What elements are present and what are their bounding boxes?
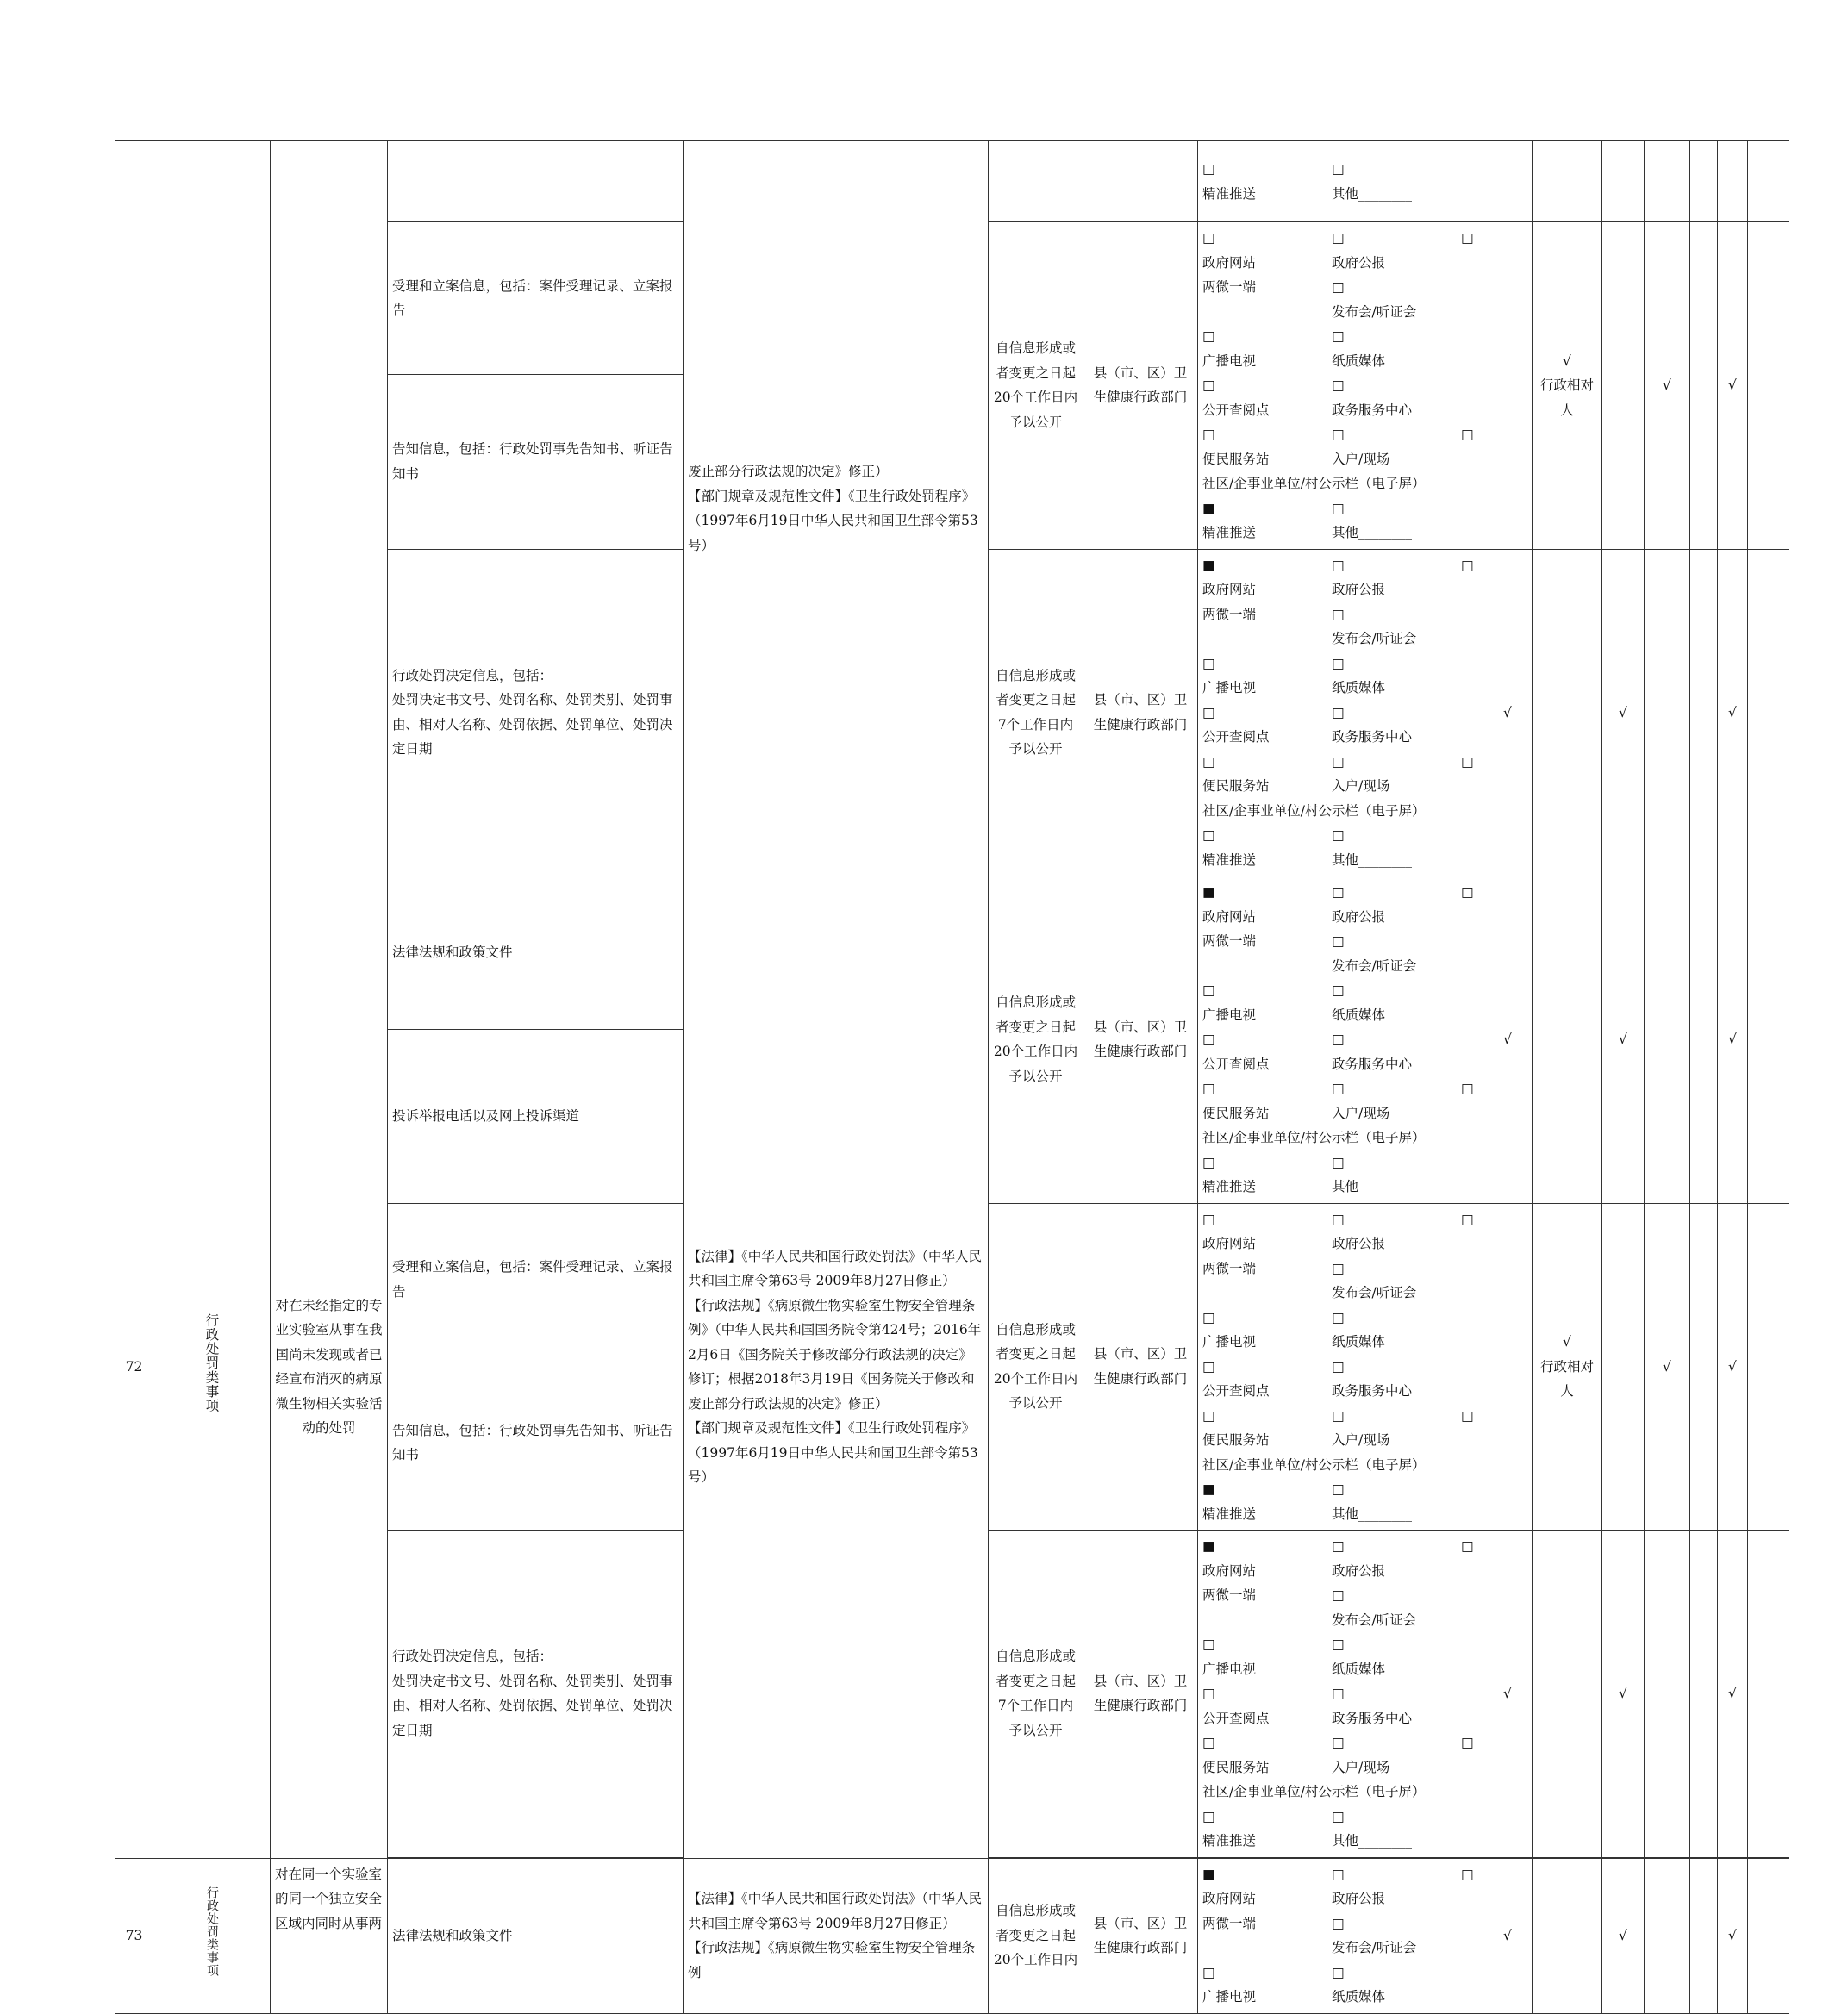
subject-cell: 县（市、区）卫生健康行政部门 xyxy=(1083,549,1198,876)
check-mark: √ xyxy=(1602,1531,1645,1858)
time-cell: 自信息形成或者变更之日起20个工作日内予以公开 xyxy=(989,222,1083,550)
check-mark: √ xyxy=(1718,876,1748,1204)
content-cell: 告知信息，包括：行政处罚事先告知书、听证告知书 xyxy=(388,1356,684,1530)
time-cell: 自信息形成或者变更之日起20个工作日内 xyxy=(989,1858,1083,2013)
channel-cell: ■ 政府网站 □ 政府公报 □ 两微一端 □ 发布会/听证会 □ 广播电视 □ 纸质媒体 □ 公开查阅点 □ 政务服务中心 □ 便民服务站 □ 入户/现场 □ 社区/企事业单位/村公示栏（电子屏） □ 精准推送 □ 其他________ xyxy=(1198,876,1483,1204)
check-mark: √ xyxy=(1483,1858,1533,2013)
basis-cell: 废止部分行政法规的决定》修正） 【部门规章及规范性文件】《卫生行政处罚程序》（1997年6月19日中华人民共和国卫生部令第53号） xyxy=(684,141,989,876)
check-mark: √ xyxy=(1602,1858,1645,2013)
content-cell: 投诉举报电话以及网上投诉渠道 xyxy=(388,1030,684,1203)
basis-cell: 【法律】《中华人民共和国行政处罚法》（中华人民共和国主席令第63号 2009年8月27日修正） 【行政法规】《病原微生物实验室生物安全管理条例 xyxy=(684,1858,989,2013)
channel-cell: □ 精准推送 □ 其他________ xyxy=(1198,141,1483,222)
channel-cell: ■ 政府网站 □ 政府公报 □ 两微一端 □ 发布会/听证会 □ 广播电视 □ 纸质媒体 □ 公开查阅点 □ 政务服务中心 □ 便民服务站 □ 入户/现场 □ 社区/企事业单位/村公示栏（电子屏） □ 精准推送 □ 其他________ xyxy=(1198,1531,1483,1858)
check-mark: √ xyxy=(1602,876,1645,1204)
content-cell: 受理和立案信息，包括：案件受理记录、立案报告 xyxy=(388,222,684,375)
content-cell: 法律法规和政策文件 xyxy=(388,876,684,1030)
target-cell: √ 行政相对人 xyxy=(1533,222,1602,550)
basis-cell: 【法律】《中华人民共和国行政处罚法》（中华人民共和国主席令第63号 2009年8月27日修正） 【行政法规】《病原微生物实验室生物安全管理条例》（中华人民共和国国务院令第424号；2016年2月6日《国务院关于修改部分行政法规的决定》修订；根据2018年3月19日《国务院关于修改和废止部分行政法规的决定》修正） 【部门规章及规范性文件】《卫生行政处罚程序》（1997年6月19日中华人民共和国卫生部令第53号） xyxy=(684,876,989,1859)
subject-cell: 县（市、区）卫生健康行政部门 xyxy=(1083,1203,1198,1531)
subject-cell: 县（市、区）卫生健康行政部门 xyxy=(1083,222,1198,550)
content-cell: 行政处罚决定信息，包括： 处罚决定书文号、处罚名称、处罚类别、处罚事由、相对人名称、处罚依据、处罚单位、处罚决定日期 xyxy=(388,549,684,876)
item-cell: 对在同一个实验室的同一个独立安全区域内同时从事两 xyxy=(271,1858,388,2013)
time-cell: 自信息形成或者变更之日起20个工作日内予以公开 xyxy=(989,876,1083,1204)
check-mark: √ xyxy=(1718,549,1748,876)
check-mark: √ xyxy=(1483,549,1533,876)
channel-cell: ■ 政府网站 □ 政府公报 □ 两微一端 □ 发布会/听证会 □ 广播电视 □ 纸质媒体 xyxy=(1198,1858,1483,2013)
time-cell: 自信息形成或者变更之日起7个工作日内予以公开 xyxy=(989,1531,1083,1858)
check-mark: √ xyxy=(1718,1531,1748,1858)
subject-cell: 县（市、区）卫生健康行政部门 xyxy=(1083,1858,1198,2013)
row-number: 72 xyxy=(116,876,153,1859)
check-mark: √ xyxy=(1645,1203,1690,1531)
table-row xyxy=(116,1858,1792,2013)
channel-cell: □ 政府网站 □ 政府公报 □ 两微一端 □ 发布会/听证会 □ 广播电视 □ 纸质媒体 □ 公开查阅点 □ 政务服务中心 □ 便民服务站 □ 入户/现场 □ 社区/企事业单位/村公示栏（电子屏） ■ 精准推送 □ 其他________ xyxy=(1198,222,1483,550)
row-number: 73 xyxy=(116,1858,153,2013)
channel-cell: ■ 政府网站 □ 政府公报 □ 两微一端 □ 发布会/听证会 □ 广播电视 □ 纸质媒体 □ 公开查阅点 □ 政务服务中心 □ 便民服务站 □ 入户/现场 □ 社区/企事业单位/村公示栏（电子屏） □ 精准推送 □ 其他________ xyxy=(1198,549,1483,876)
check-mark: √ xyxy=(1483,1531,1533,1858)
time-cell: 自信息形成或者变更之日起7个工作日内予以公开 xyxy=(989,549,1083,876)
content-cell: 告知信息，包括：行政处罚事先告知书、听证告知书 xyxy=(388,375,684,549)
time-cell: 自信息形成或者变更之日起20个工作日内予以公开 xyxy=(989,1203,1083,1531)
check-mark: √ xyxy=(1718,222,1748,550)
check-mark: √ xyxy=(1602,549,1645,876)
check-mark: √ xyxy=(1483,876,1533,1204)
table-row xyxy=(116,141,1792,222)
category-cell: 行政处罚类事项 xyxy=(153,1858,271,2013)
check-mark: √ xyxy=(1718,1203,1748,1531)
item-cell: 对在未经指定的专业实验室从事在我国尚未发现或者已经宣布消灭的病原微生物相关实验活动的处罚 xyxy=(271,876,388,1859)
category-cell: 行政处罚类事项 xyxy=(153,876,271,1859)
disclosure-table xyxy=(115,140,1791,2014)
subject-cell: 县（市、区）卫生健康行政部门 xyxy=(1083,1531,1198,1858)
content-cell: 受理和立案信息，包括：案件受理记录、立案报告 xyxy=(388,1203,684,1356)
subject-cell: 县（市、区）卫生健康行政部门 xyxy=(1083,876,1198,1204)
check-mark: √ xyxy=(1645,222,1690,550)
check-mark: √ xyxy=(1718,1858,1748,2013)
table-row xyxy=(116,876,1792,1030)
content-cell: 法律法规和政策文件 xyxy=(388,1858,684,2013)
content-cell: 行政处罚决定信息，包括： 处罚决定书文号、处罚名称、处罚类别、处罚事由、相对人名称、处罚依据、处罚单位、处罚决定日期 xyxy=(388,1531,684,1858)
target-cell: √ 行政相对人 xyxy=(1533,1203,1602,1531)
channel-cell: □ 政府网站 □ 政府公报 □ 两微一端 □ 发布会/听证会 □ 广播电视 □ 纸质媒体 □ 公开查阅点 □ 政务服务中心 □ 便民服务站 □ 入户/现场 □ 社区/企事业单位/村公示栏（电子屏） ■ 精准推送 □ 其他________ xyxy=(1198,1203,1483,1531)
